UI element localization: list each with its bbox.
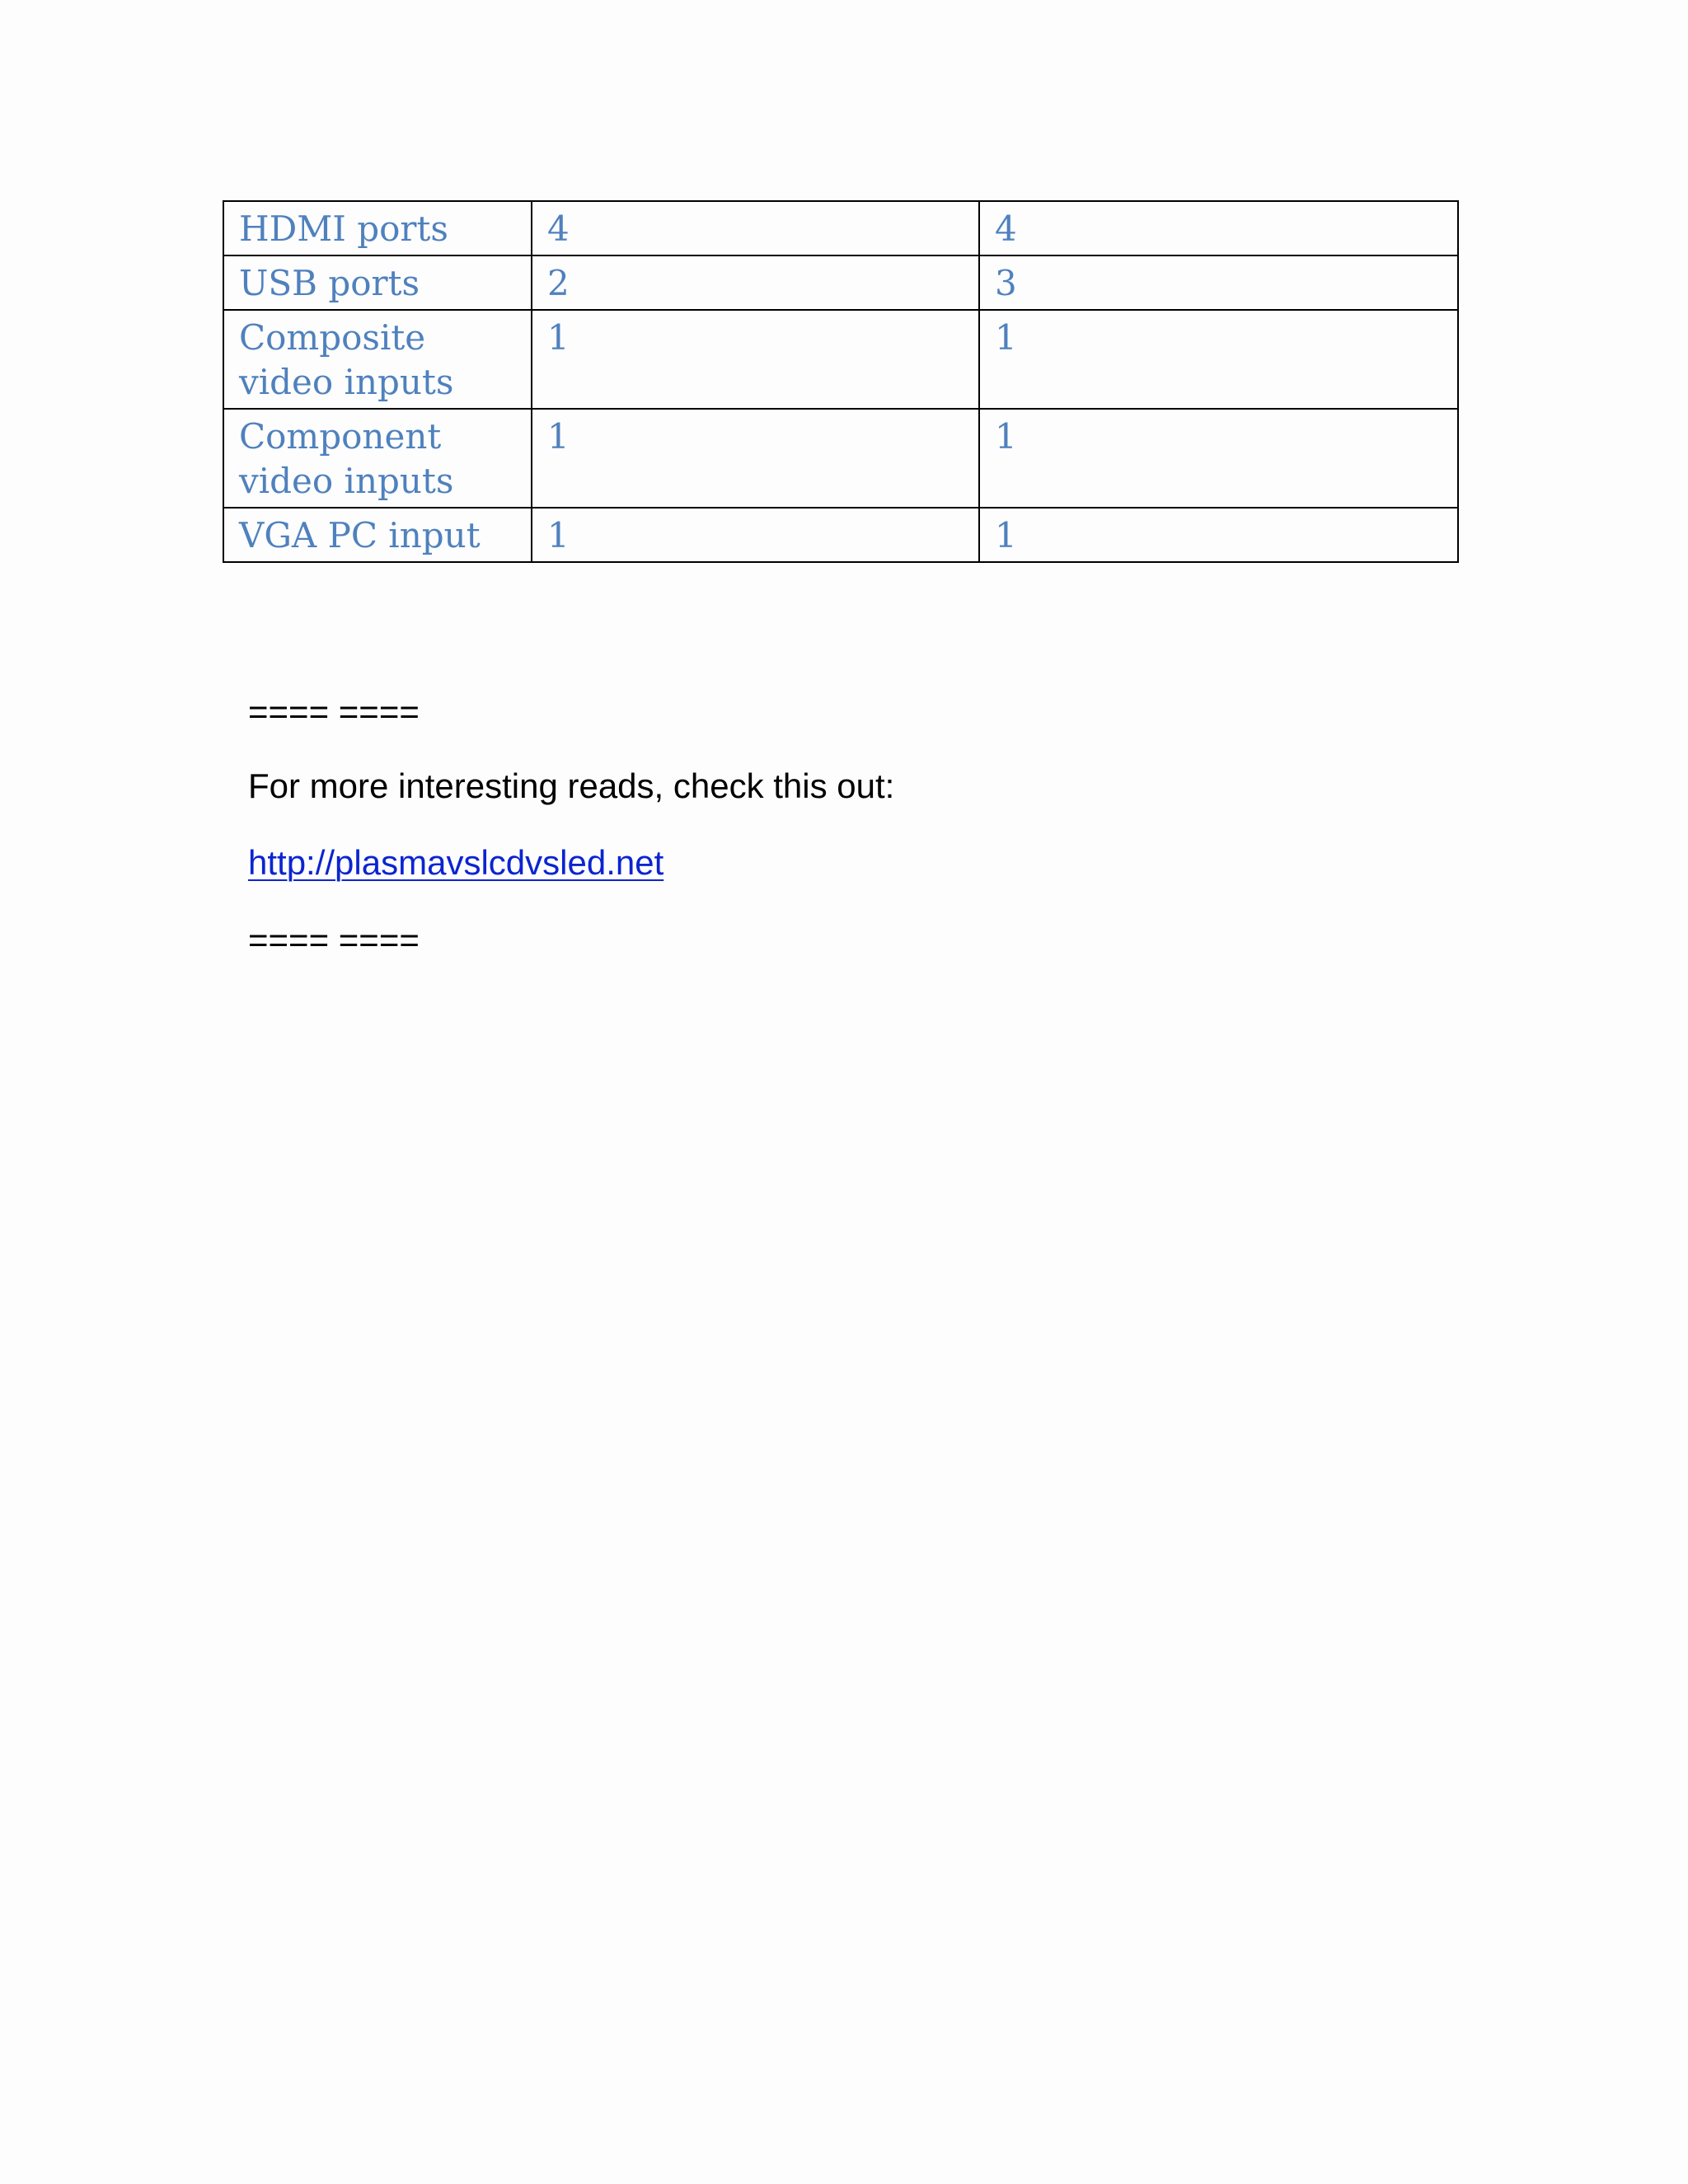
value-cell: 4 [532, 201, 979, 255]
value-cell: 2 [532, 255, 979, 310]
table-row [223, 409, 1458, 508]
feature-cell: HDMI ports [223, 201, 532, 255]
table-row [223, 310, 1458, 409]
value-cell: 1 [979, 508, 1458, 562]
intro-text: For more interesting reads, check this out: [248, 766, 895, 805]
feature-cell: Composite video inputs [223, 310, 532, 409]
value-cell: 1 [532, 409, 979, 508]
value-cell: 3 [979, 255, 1458, 310]
value-cell: 1 [532, 310, 979, 409]
website-link[interactable]: http://plasmavslcdvsled.net [248, 843, 664, 882]
feature-cell: USB ports [223, 255, 532, 310]
value-cell: 4 [979, 201, 1458, 255]
table-row [223, 508, 1458, 562]
separator-line: ==== ==== [248, 921, 420, 959]
value-cell: 1 [979, 310, 1458, 409]
feature-cell: VGA PC input [223, 508, 532, 562]
spec-comparison-table [223, 200, 1459, 563]
feature-cell: Component video inputs [223, 409, 532, 508]
table-row [223, 201, 1458, 255]
table-row [223, 255, 1458, 310]
separator-line: ==== ==== [248, 692, 420, 731]
value-cell: 1 [979, 409, 1458, 508]
value-cell: 1 [532, 508, 979, 562]
